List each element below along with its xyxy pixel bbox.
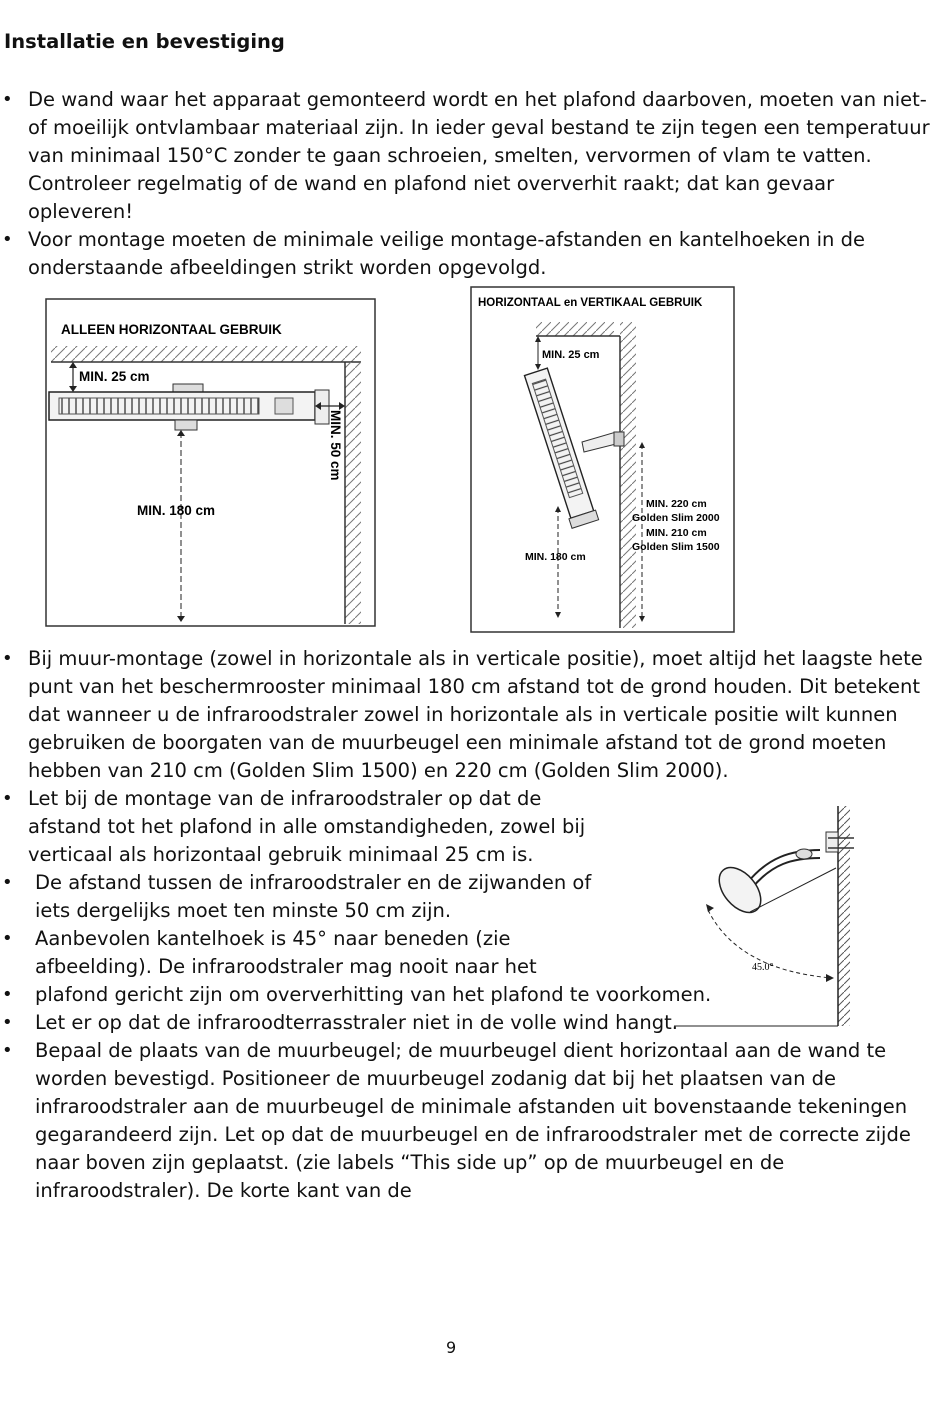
bullet-wall-material: • De wand waar het apparaat gemonteerd wordt en het plafond daarboven, moeten van niet- of moeilijk ontvlambaar materiaal zijn. In ieder geval bestand te zijn tegen een temperatuur van minimaal 150°C zonder te gaan schroeien, smelten, vervormen of vlam te vatten. Controleer regelmatig of de wand en plafond niet oververhit raakt; dat kan gevaar opleveren!	[0, 86, 930, 226]
bullet-wall-mounting: • Bij muur-montage (zowel in horizontale als in verticale positie), moet altijd het laagste hete punt van het beschermrooster minimaal 180 cm afstand tot de grond houden. Dit betekent dat wanneer u de infraroodstraler zowel in horizontale als in verticale positie wilt kunnen gebruiken de boorgaten van de muurbeugel een minimale afstand tot de grond moeten hebben van 210 cm (Golden Slim 1500) en 220 cm (Golden Slim 2000).	[0, 645, 930, 785]
section-title: Installatie en bevestiging	[4, 30, 285, 53]
horizontal-diagram	[45, 298, 377, 628]
figure-tilt-angle	[668, 800, 868, 1032]
tilt-angle-label: 45.0°	[752, 962, 774, 973]
bullet-ceiling-distance: • Let bij de montage van de infraroodstraler op dat de afstand tot het plafond in alle omstandigheden, zowel bij verticaal als horizontaal gebruik minimaal 25 cm is.	[0, 785, 588, 869]
wall-hatch	[345, 362, 361, 624]
fig1-min-floor: MIN. 180 cm	[137, 503, 216, 518]
fig2-min-floor: MIN. 180 cm	[525, 551, 586, 563]
fig2-title: HORIZONTAAL en VERTIKAAL GEBRUIK	[478, 297, 703, 309]
page-number: 9	[446, 1338, 457, 1357]
fig2-min-220: MIN. 220 cm	[646, 498, 707, 510]
bullet-min-distances: • Voor montage moeten de minimale veilige montage-afstanden en kantelhoeken in de onderstaande afbeeldingen strikt worden opgevolgd.	[0, 226, 930, 282]
fig2-model-1500: Golden Slim 1500	[632, 541, 720, 553]
fig2-model-2000: Golden Slim 2000	[632, 512, 720, 524]
fig1-min-ceiling: MIN. 25 cm	[79, 369, 150, 384]
fig2-min-ceiling: MIN. 25 cm	[542, 349, 600, 361]
fig2-min-210: MIN. 210 cm	[646, 527, 707, 539]
tilt-angle-text: plafond gericht zijn om oververhitting van het plafond te voorkomen.	[35, 983, 712, 1006]
bullet-bracket-position: • Bepaal de plaats van de muurbeugel; de muurbeugel dient horizontaal aan de wand te worden bevestigd. Positioneer de muurbeugel zodanig dat bij het plaatsen van de infraroodstraler aan de muurbeugel de minimale afstanden uit bovenstaande tekeningen gegarandeerd zijn. Let op dat de muurbeugel en de infraroodstraler met de correcte zijde naar boven zijn geplaatst. (zie labels “This side up” op de muurbeugel en de infraroodstraler). De korte kant van de	[0, 1037, 930, 1205]
vertical-diagram	[470, 286, 736, 634]
bullet-side-distance: • De afstand tussen de infraroodstraler en de zijwanden of iets dergelijks moet ten minste 50 cm zijn.	[0, 869, 595, 925]
bullet-tilt-angle: • Aanbevolen kantelhoek is 45° naar beneden (zie afbeelding). De infraroodstraler mag nooit naar het	[0, 925, 595, 981]
bullet-wind: • Let er op dat de infraroodterrasstraler niet in de volle wind hangt.	[0, 1009, 930, 1037]
tilt-diagram	[668, 800, 868, 1032]
fig1-title: ALLEEN HORIZONTAAL GEBRUIK	[61, 322, 282, 337]
bullet-list-top	[0, 86, 930, 282]
figure-vertical-use	[470, 286, 736, 634]
ceiling-hatch	[51, 346, 361, 362]
fig1-min-side: MIN. 50 cm	[328, 410, 343, 481]
figure-horizontal-use	[45, 298, 377, 628]
